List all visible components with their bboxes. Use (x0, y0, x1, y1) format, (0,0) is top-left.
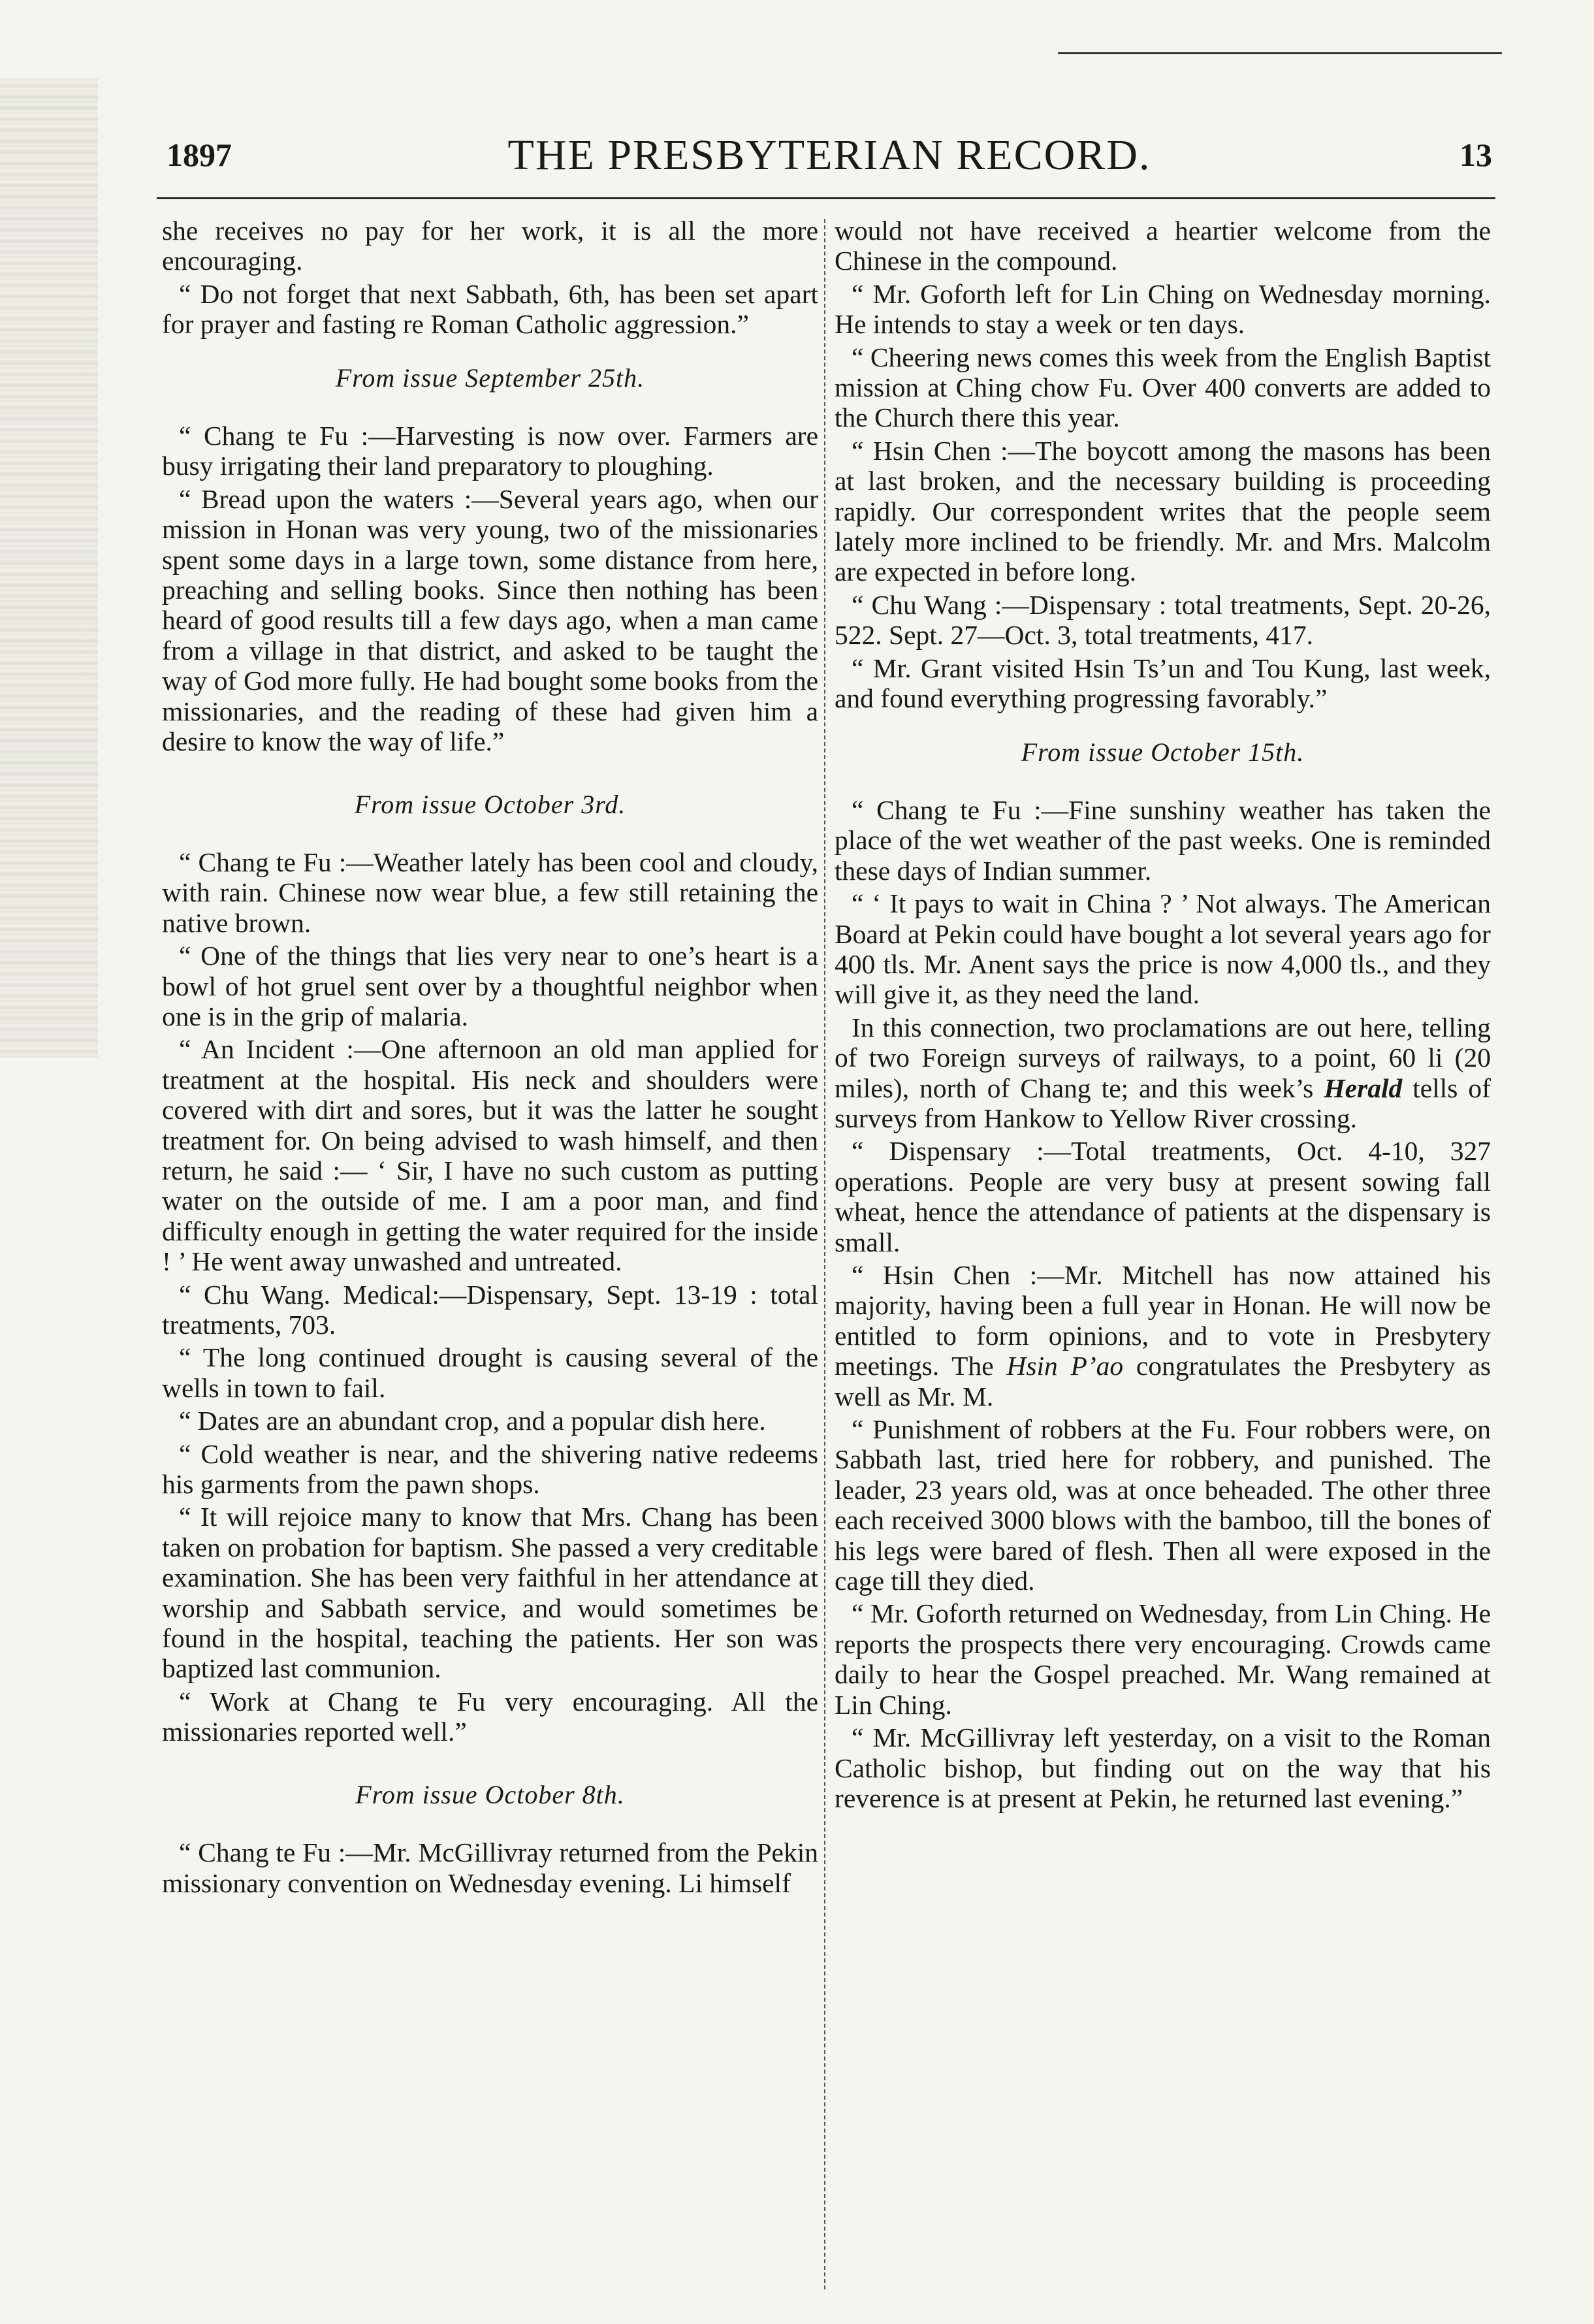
paragraph: “ Punishment of robbers at the Fu. Four robbers were, on Sabbath last, tried here for robbery, and punished. The leader, 23 years old, was at once beheaded. The other three each received 3000 blows with the bamboo, till the bones of his legs were bared of flesh. Then all were exposed in the cage till they died. (835, 1414, 1491, 1596)
paragraph: “ Chang te Fu :—Fine sunshiny weather has taken the place of the wet weather of the past weeks. One is reminded these days of Indian summer. (835, 794, 1491, 886)
paragraph: “ Cold weather is near, and the shivering native redeems his garments from the pawn shops. (162, 1438, 818, 1500)
section-heading: From issue September 25th. (335, 363, 645, 393)
left-column (162, 216, 818, 1901)
herald-title: Herald (1324, 1073, 1403, 1103)
paragraph: “ Dates are an abundant crop, and a popular dish here. (179, 1406, 766, 1436)
hsin-pao-title: Hsin P’ao (1006, 1351, 1124, 1381)
section-heading: From issue October 15th. (1021, 737, 1305, 767)
page-header (167, 131, 1492, 189)
paragraph: “ The long continued drought is causing several of the wells in town to fail. (162, 1342, 818, 1403)
paragraph (835, 1260, 1491, 1412)
paragraph: “ Chang te Fu :—Mr. McGillivray returned from the Pekin missionary convention on Wednesday evening. Li himself (162, 1837, 818, 1898)
paragraph: “ Bread upon the waters :—Several years ago, when our mission in Honan was very young, two of the missionaries spent some days in a large town, some distance from here, preaching and selling books. Since then nothing has been heard of good results till a few days ago, when a man came from a village in that district, and asked to be taught the way of God more fully. He had bought some books from the missionaries, and the reading of these had given him a desire to know the way of life.” (162, 483, 818, 757)
text-run: congratulates the Presbytery as well as Mr. M. (835, 1351, 1491, 1412)
section-heading: From issue October 3rd. (354, 789, 626, 819)
paragraph: “ Work at Chang te Fu very encouraging. All the missionaries reported well.” (162, 1686, 818, 1747)
paragraph: “ Mr. McGillivray left yesterday, on a visit to the Roman Catholic bishop, but finding out on the way that his reverence is at present at Pekin, he returned last evening.” (835, 1722, 1491, 1813)
paragraph: “ Mr. Goforth returned on Wednesday, from Lin Ching. He reports the prospects there very encouraging. Crowds came daily to hear the Gospel preached. Mr. Wang remained at Lin Ching. (835, 1598, 1491, 1720)
masthead-title: THE PRESBYTERIAN RECORD. (507, 131, 1151, 179)
text-run: tells of surveys from Hankow to Yellow River crossing. (835, 1073, 1491, 1133)
paragraph: would not have received a heartier welcome from the Chinese in the compound. (835, 216, 1491, 276)
paragraph: “ Mr. Grant visited Hsin Ts’un and Tou Kung, last week, and found everything progressing favorably.” (835, 653, 1491, 714)
paragraph: “ It will rejoice many to know that Mrs. Chang has been taken on probation for baptism. She passed a very creditable examination. She has been very faithful in her attendance at worship and Sabbath service, and would sometimes be found in the hospital, teaching the patients. Her son was baptized last communion. (162, 1502, 818, 1684)
top-rule (1058, 52, 1502, 54)
paragraph: she receives no pay for her work, it is all the more encouraging. (162, 216, 818, 276)
text-run: In this connection, two proclamations are out here, telling of two Foreign surveys of railways, to a point, 60 li (20 miles), north of Chang te; and this week’s (835, 1012, 1491, 1103)
paragraph: “ Chang te Fu :—Weather lately has been cool and cloudy, with rain. Chinese now wear blue, a few still retaining the native brown. (162, 847, 818, 938)
paragraph: “ An Incident :—One afternoon an old man applied for treatment at the hospital. His neck and shoulders were covered with dirt and sores, but it was the latter he sought treatment for. On being advised to wash himself, and then return, he said :— ‘ Sir, I have no such custom as putting water on the outside of me. I am a poor man, and find difficulty enough in getting the water required for the inside ! ’ He went away unwashed and untreated. (162, 1034, 818, 1277)
paragraph: “ Dispensary :—Total treatments, Oct. 4-10, 327 operations. People are very busy at present sowing fall wheat, hence the attendance of patients at the dispensary is small. (835, 1136, 1491, 1257)
page-number: 13 (1459, 137, 1492, 173)
right-column (835, 216, 1491, 1816)
paragraph: “ Chu Wang. Medical:—Dispensary, Sept. 13-19 : total treatments, 703. (162, 1279, 818, 1340)
text-run: “ Hsin Chen :—Mr. Mitchell has now attained his majority, having been a full year in Honan. He will now be entitled to form opinions, and to vote in Presbytery meetings. The (835, 1260, 1491, 1381)
paragraph: “ Chu Wang :—Dispensary : total treatments, Sept. 20-26, 522. Sept. 27—Oct. 3, total treatments, 417. (835, 589, 1491, 651)
header-year: 1897 (167, 137, 232, 173)
header-rule (157, 197, 1495, 199)
section-heading: From issue October 8th. (355, 1779, 625, 1809)
paragraph: “ Mr. Goforth left for Lin Ching on Wednesday morning. He intends to stay a week or ten days. (835, 278, 1491, 340)
scan-edge-shadow (0, 78, 98, 1058)
paragraph: “ Cheering news comes this week from the English Baptist mission at Ching chow Fu. Over 400 converts are added to the Church there this year. (835, 342, 1491, 433)
paragraph: “ One of the things that lies very near to one’s heart is a bowl of hot gruel sent over by a thoughtful neighbor when one is in the grip of malaria. (162, 941, 818, 1031)
paragraph: “ Do not forget that next Sabbath, 6th, has been set apart for prayer and fasting re Roman Catholic aggression.” (162, 278, 818, 340)
paragraph: “ ‘ It pays to wait in China ? ’ Not always. The American Board at Pekin could have bought a lot several years ago for 400 tls. Mr. Anent says the price is now 4,000 tls., and they will give it, as they need the land. (835, 888, 1491, 1010)
paragraph: “ Chang te Fu :—Harvesting is now over. Farmers are busy irrigating their land preparatory to ploughing. (162, 421, 818, 481)
paragraph: “ Hsin Chen :—The boycott among the masons has been at last broken, and the necessary building is proceeding rapidly. Our correspondent writes that the people seem lately more inclined to be friendly. Mr. and Mrs. Malcolm are expected in before long. (835, 435, 1491, 587)
paragraph (835, 1012, 1491, 1134)
column-divider (824, 219, 825, 2289)
